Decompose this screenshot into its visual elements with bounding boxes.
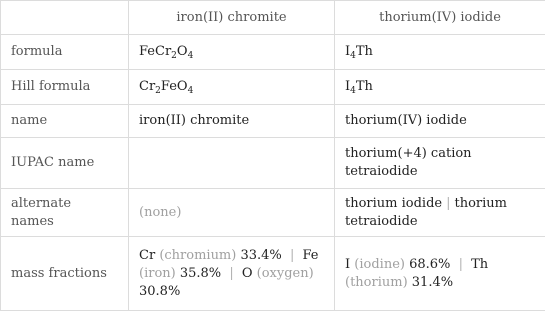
table-row-alternate-names	[1, 189, 545, 237]
element-symbol: Cr	[139, 247, 156, 263]
mass-fraction-value: 35.8%	[179, 265, 222, 281]
formula-subscript: 4	[187, 86, 194, 96]
none-value: (none)	[139, 204, 182, 220]
iupac-name-col2: thorium(+4) cation tetraiodide	[335, 138, 545, 189]
hill-formula-col2: $I_4Th$	[335, 70, 545, 105]
header-row	[1, 1, 545, 35]
alternate-name-2: thorium tetraiodide	[345, 195, 507, 229]
element-symbol: Fe	[302, 247, 319, 263]
alternate-name-1: thorium iodide	[345, 195, 443, 211]
table-row-hill-formula	[1, 70, 545, 105]
separator: |	[289, 247, 295, 263]
row-label-formula: formula	[1, 35, 129, 70]
header-empty-cell	[1, 1, 129, 35]
formula-subscript: 2	[171, 51, 177, 61]
formula-col2: $I_4Th$	[335, 35, 545, 70]
row-label-mass-fractions: mass fractions	[1, 237, 129, 311]
element-name: (iodine)	[354, 256, 405, 272]
row-label-name: name	[1, 105, 129, 138]
name-col1: iron(II) chromite	[129, 105, 335, 138]
row-label-alternate-names: alternate names	[1, 189, 129, 237]
element-name: (iron)	[139, 265, 176, 281]
table-row-name	[1, 105, 545, 138]
separator: |	[446, 195, 451, 211]
mass-fraction-value: 30.8%	[139, 283, 181, 299]
formula-subscript: 4	[187, 51, 194, 61]
element-symbol: I	[345, 256, 351, 272]
table-row-mass-fractions	[1, 237, 545, 311]
mass-fraction-value: 68.6%	[409, 256, 451, 272]
row-label-hill-formula: Hill formula	[1, 70, 129, 105]
table-row-formula	[1, 35, 545, 70]
separator: |	[229, 265, 234, 281]
name-col2: thorium(IV) iodide	[335, 105, 545, 138]
mass-fraction-value: 33.4%	[240, 247, 282, 263]
iupac-name-col1	[129, 138, 335, 189]
mass-fractions-col1	[129, 237, 335, 311]
formula-subscript: 4	[350, 86, 356, 96]
formula-col1: $FeCr_2O_4$	[129, 35, 335, 70]
mass-fractions-col2	[335, 237, 545, 311]
row-label-iupac-name: IUPAC name	[1, 138, 129, 189]
element-name: (thorium)	[345, 274, 408, 290]
element-name: (oxygen)	[256, 265, 314, 281]
alternate-names-col2	[335, 189, 545, 237]
element-symbol: Th	[471, 256, 489, 272]
formula-subscript: 4	[350, 51, 356, 61]
separator: |	[458, 256, 463, 272]
header-col2: thorium(IV) iodide	[335, 1, 545, 35]
table-row-iupac-name	[1, 138, 545, 189]
alternate-names-col1	[129, 189, 335, 237]
element-name: (chromium)	[159, 247, 237, 263]
header-col1: iron(II) chromite	[129, 1, 335, 35]
formula-subscript: 2	[155, 86, 161, 96]
element-symbol: O	[241, 265, 253, 281]
mass-fraction-value: 31.4%	[411, 274, 454, 290]
hill-formula-col1: $Cr_2FeO_4$	[129, 70, 335, 105]
